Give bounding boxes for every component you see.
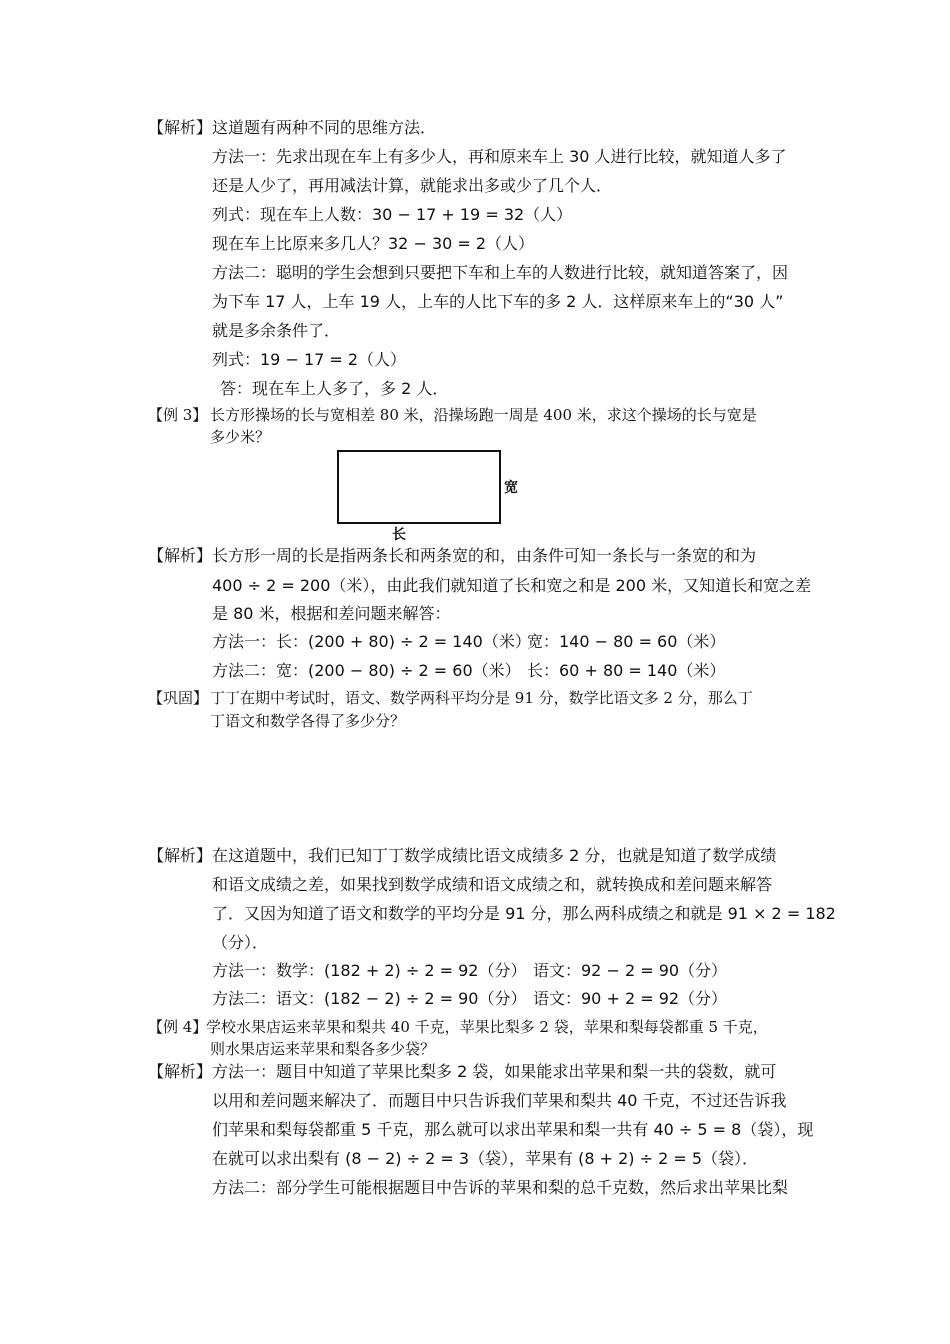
example-line: 则水果店运来苹果和梨各多少袋？ — [210, 1040, 436, 1058]
answer-line: 答：现在车上人多了，多 2 人． — [220, 379, 449, 398]
example-line: 多少米？ — [210, 428, 271, 446]
analysis-line: 长方形一周的长是指两条长和两条宽的和，由条件可知一条长与一条宽的和为 — [212, 546, 757, 565]
analysis-line: 列式：19 − 17 = 2（人） — [212, 350, 407, 369]
analysis-line: 方法二：部分学生可能根据题目中告诉的苹果和梨的总千克数，然后求出苹果比梨 — [212, 1178, 789, 1197]
analysis-line: 方法二：聪明的学生会想到只要把下车和上车的人数进行比较，就知道答案了，因 — [212, 263, 789, 282]
analysis-tag: 【解析】 — [148, 118, 213, 137]
method-line: 长：60 + 80 = 140（米） — [527, 661, 726, 680]
example-line: 长方形操场的长与宽相差 80 米，沿操场跑一周是 400 米，求这个操场的长与宽是 — [210, 406, 757, 424]
analysis-line: 方法一：先求出现在车上有多少人，再和原来车上 30 人进行比较，就知道人多了 — [212, 147, 787, 166]
practice-line: 丁丁在期中考试时，语文、数学两科平均分是 91 分，数学比语文多 2 分，那么丁 — [210, 689, 753, 707]
analysis-line: 在这道题中，我们已知丁丁数学成绩比语文成绩多 2 分，也就是知道了数学成绩 — [212, 846, 777, 865]
analysis-tag: 【解析】 — [148, 546, 213, 565]
width-label: 宽 — [504, 480, 518, 496]
analysis-line: 和语文成绩之差，如果找到数学成绩和语文成绩之和，就转换成和差问题来解答 — [212, 875, 773, 894]
analysis-line: 在就可以求出梨有 (8 − 2) ÷ 2 = 3（袋），苹果有 (8 + 2) ÷ 2 = 5（袋）． — [212, 1149, 759, 1168]
practice-tag: 【巩固】 — [148, 689, 209, 707]
method-line: 方法一：长：(200 + 80) ÷ 2 = 140（米） — [212, 632, 531, 651]
analysis-line: 就是多余条件了． — [212, 321, 341, 340]
analysis-tag: 【解析】 — [148, 1062, 213, 1081]
method-line: 方法一：数学：(182 + 2) ÷ 2 = 92（分） — [212, 961, 527, 980]
method-line: 语文：90 + 2 = 92（分） — [533, 989, 728, 1008]
analysis-line: 还是人少了，再用减法计算，就能求出多或少了几个人． — [212, 176, 613, 195]
analysis-line: 400 ÷ 2 = 200（米），由此我们就知道了长和宽之和是 200 米，又知道长和宽之差 — [212, 576, 812, 595]
practice-line: 丁语文和数学各得了多少分？ — [210, 712, 406, 730]
analysis-line: 现在车上比原来多几人？32 − 30 = 2（人） — [212, 234, 535, 253]
analysis-line: 列式：现在车上人数：30 − 17 + 19 = 32（人） — [212, 205, 573, 224]
example-tag: 【例 3】 — [148, 406, 208, 424]
analysis-line: 以用和差问题来解决了．而题目中只告诉我们苹果和梨共 40 千克，不过还告诉我 — [212, 1091, 787, 1110]
example-line: 学校水果店运来苹果和梨共 40 千克，苹果比梨多 2 袋，苹果和梨每袋都重 5 千克， — [206, 1018, 768, 1036]
analysis-tag: 【解析】 — [148, 846, 213, 865]
analysis-line: （分）． — [212, 933, 269, 952]
rectangle-diagram — [337, 450, 501, 524]
analysis-line: 是 80 米，根据和差问题来解答： — [212, 604, 451, 623]
example-tag: 【例 4】 — [148, 1018, 208, 1036]
analysis-line: 方法一：题目中知道了苹果比梨多 2 袋，如果能求出苹果和梨一共的袋数，就可 — [212, 1062, 777, 1081]
analysis-line: 们苹果和梨每袋都重 5 千克，那么就可以求出苹果和梨一共有 40 ÷ 5 = 8（袋），现 — [212, 1120, 814, 1139]
length-label: 长 — [392, 527, 406, 543]
method-line: 宽：140 − 80 = 60（米） — [527, 632, 726, 651]
analysis-line: 为下车 17 人，上车 19 人，上车的人比下车的多 2 人．这样原来车上的“30 人” — [212, 292, 784, 311]
method-line: 方法二：宽：(200 − 80) ÷ 2 = 60（米） — [212, 661, 521, 680]
method-line: 语文：92 − 2 = 90（分） — [533, 961, 728, 980]
method-line: 方法二：语文：(182 − 2) ÷ 2 = 90（分） — [212, 989, 527, 1008]
analysis-line: 了．又因为知道了语文和数学的平均分是 91 分，那么两科成绩之和就是 91 × 2 = 182 — [212, 904, 836, 923]
analysis-line: 这道题有两种不同的思维方法． — [212, 118, 437, 137]
